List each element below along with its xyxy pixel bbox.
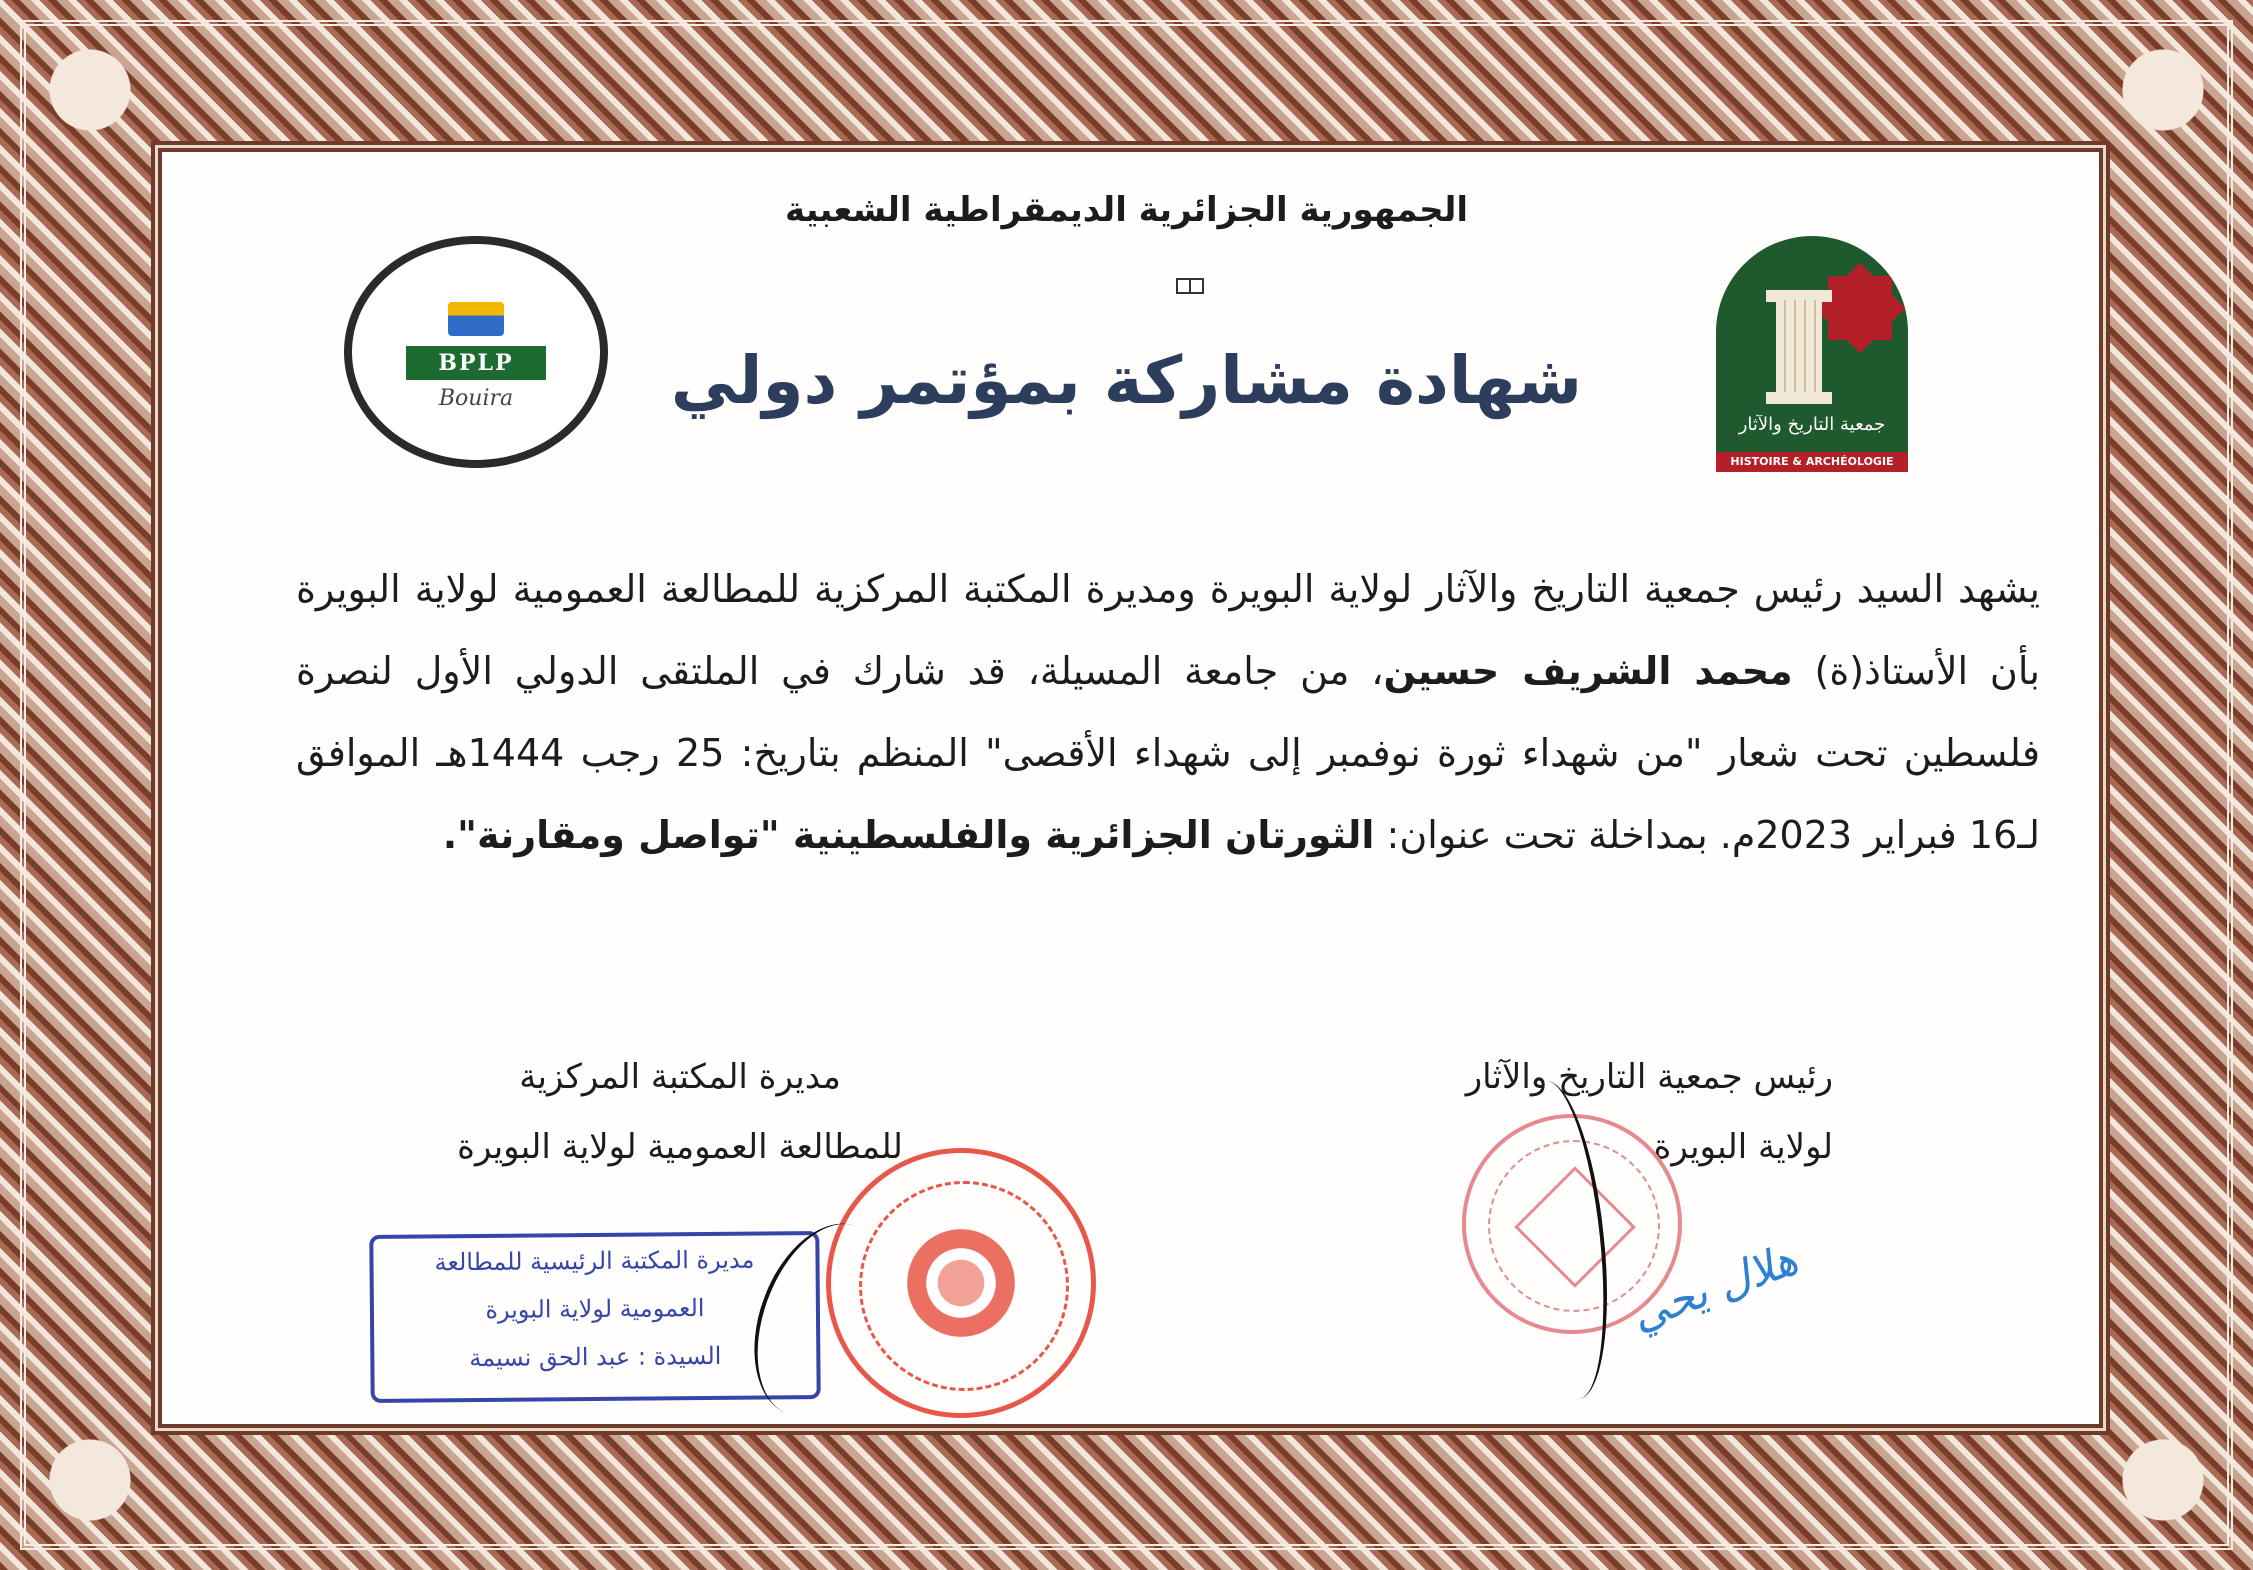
signature-title-line2: لولاية البويرة [1653,1127,1833,1167]
republic-heading: الجمهورية الجزائرية الديمقراطية الشعبية [785,190,1468,230]
library-logo-abbr: BPLP [406,346,546,380]
column-icon [1776,300,1822,392]
library-logo-script: Bouira [438,386,514,411]
participant-name: محمد الشريف حسين [1383,649,1793,693]
association-logo [1716,236,1908,472]
stamp-line2: العمومية لولاية البويرة [485,1294,705,1324]
signature-title-line1: رئيس جمعية التاريخ والآثار [1465,1057,1833,1097]
signature-title-line2: للمطالعة العمومية لولاية البويرة [457,1127,903,1167]
octagram-emblem [1828,276,1892,340]
body-text-part2: ، من جامعة المسيلة، قد شارك في الملتقى الدولي الأول لنصرة فلسطين تحت شعار "من شهداء ثورة نوفمبر إلى شهداء الأقصى" المنظم بتاريخ: 25 رجب 1444هـ الموافق لـ16 فبراير 2023م. بمداخلة تحت عنوان: [296,649,2041,857]
association-logo-name: جمعية التاريخ والآثار [1738,414,1886,435]
signature-title-line1: مديرة المكتبة المركزية [519,1057,841,1097]
body-text-part1: يشهد السيد رئيس جمعية التاريخ والآثار لولاية البويرة ومديرة المكتبة المركزية للمطالعة العمومية لولاية البويرة بأن الأستاذ(ة) [296,567,2040,693]
library-logo [344,236,608,468]
signature-block-library [400,1042,960,1182]
library-director-stamp [369,1231,820,1403]
association-logo-band: HISTOIRE & ARCHÉOLOGIE [1716,452,1908,472]
handwritten-name: هلال يحي [1624,1233,1805,1342]
stamp-line1: مديرة المكتبة الرئيسية للمطالعة [434,1245,755,1277]
certificate-body [296,548,2040,876]
book-icon [448,302,504,336]
certificate-title: شهادة مشاركة بمؤتمر دولي [670,342,1583,419]
presentation-title: الثورتان الجزائرية والفلسطينية "تواصل ومقارنة". [442,813,1375,857]
stamp-line3: السيدة : عبد الحق نسيمة [469,1341,722,1373]
separator-mark [1176,278,1204,294]
